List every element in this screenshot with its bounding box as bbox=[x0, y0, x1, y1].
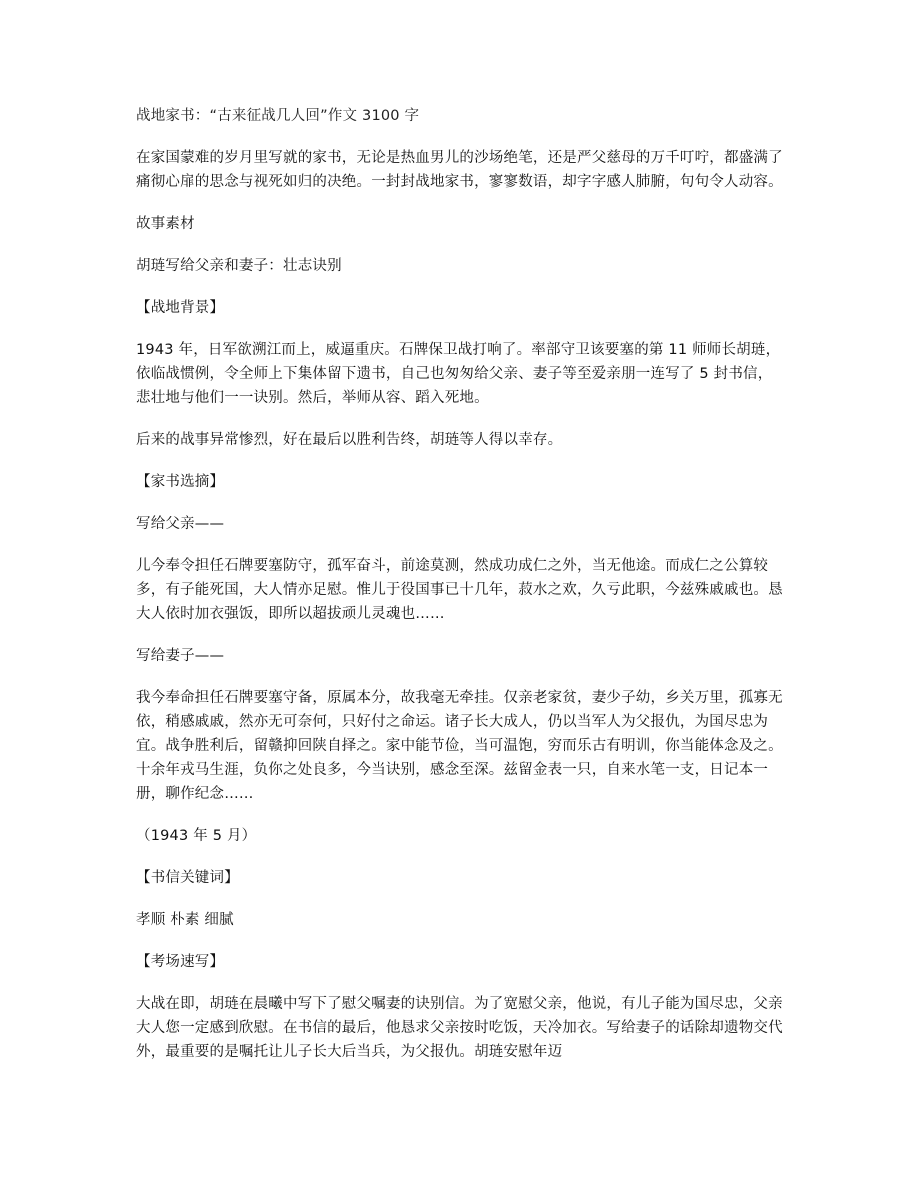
story-title: 胡琏写给父亲和妻子：壮志诀别 bbox=[136, 258, 342, 274]
excerpt-label: 【家书选摘】 bbox=[136, 474, 225, 490]
to-father-label: 写给父亲—— bbox=[136, 516, 225, 532]
intro-paragraph: 在家国蒙难的岁月里写就的家书，无论是热血男儿的沙场绝笔，还是严父慈母的万千叮咛，都盛满了痛彻心扉的思念与视死如归的决绝。一封封战地家书，寥寥数语，却字字感人肺腑，句句令人动容。 bbox=[136, 150, 783, 190]
to-wife-label: 写给妻子—— bbox=[136, 648, 225, 664]
exam-paragraph: 大战在即，胡琏在晨曦中写下了慰父嘱妻的诀别信。为了宽慰父亲，他说，有儿子能为国尽忠，父亲大人您一定感到欣慰。在书信的最后，他恳求父亲按时吃饭，天冷加衣。写给妻子的话除却遗物交代外，最重要的是嘱托让儿子长大后当兵，为父报仇。胡琏安慰年迈 bbox=[136, 996, 783, 1060]
section-heading-story: 故事素材 bbox=[136, 216, 195, 232]
keywords-label: 【书信关键词】 bbox=[136, 870, 239, 886]
background-label: 【战地背景】 bbox=[136, 300, 225, 316]
letter-date: （1943 年 5 月） bbox=[136, 828, 257, 844]
outcome-paragraph: 后来的战事异常惨烈，好在最后以胜利告终，胡琏等人得以幸存。 bbox=[136, 432, 563, 448]
background-paragraph: 1943 年，日军欲溯江而上，威逼重庆。石牌保卫战打响了。率部守卫该要塞的第 11 师师长胡琏，依临战惯例，令全师上下集体留下遗书，自己也匆匆给父亲、妻子等至爱亲朋一连写了 5 封书信，悲壮地与他们一一诀别。然后，举师从容、蹈入死地。 bbox=[136, 342, 781, 406]
document-page bbox=[136, 104, 786, 1082]
letter-to-wife: 我今奉命担任石牌要塞守备，原属本分，故我毫无牵挂。仅亲老家贫，妻少子幼，乡关万里，孤寡无依，稍感戚戚，然亦无可奈何，只好付之命运。诸子长大成人，仍以当军人为父报仇，为国尽忠为宜。战争胜利后，留赣抑回陕自择之。家中能节俭，当可温饱，穷而乐古有明训，你当能体念及之。十余年戎马生涯，负你之处良多，今当诀别，感念至深。兹留金表一只，自来水笔一支，日记本一册，聊作纪念…… bbox=[136, 690, 783, 802]
article-title: 战地家书：“古来征战几人回”作文 3100 字 bbox=[136, 108, 420, 124]
letter-to-father: 儿今奉令担任石牌要塞防守，孤军奋斗，前途莫测，然成功成仁之外，当无他途。而成仁之公算较多，有子能死国，大人情亦足慰。惟儿于役国事已十几年，菽水之欢，久亏此职，今兹殊戚戚也。恳大人依时加衣强饭，即所以超拔顽儿灵魂也…… bbox=[136, 558, 783, 622]
exam-label: 【考场速写】 bbox=[136, 954, 225, 970]
keywords-text: 孝顺 朴素 细腻 bbox=[136, 912, 234, 928]
